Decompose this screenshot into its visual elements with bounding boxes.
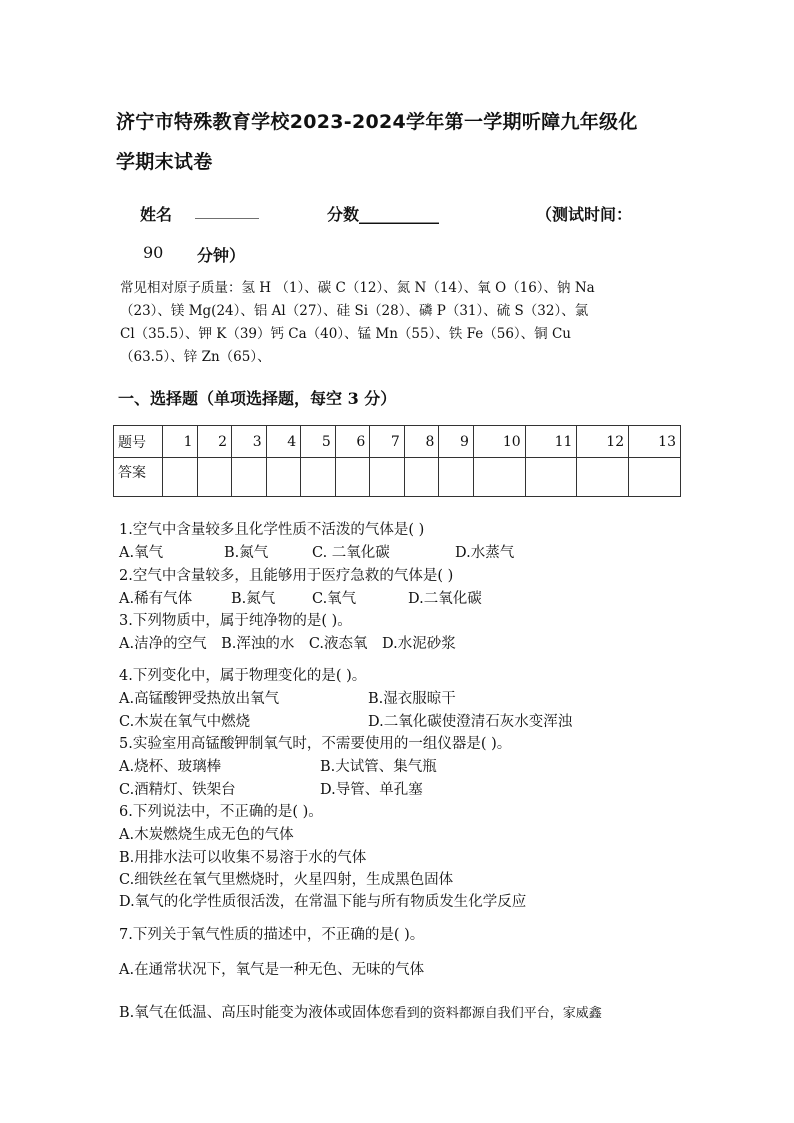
q6-option-a: A.木炭燃烧生成无色的气体 — [119, 827, 294, 843]
answer-cell[interactable] — [197, 458, 232, 497]
question-number: 12 — [577, 426, 629, 458]
answer-table — [113, 425, 681, 497]
score-label: 分数__________ — [327, 205, 440, 224]
answer-cell[interactable] — [473, 458, 525, 497]
q4-option-a: A.高锰酸钾受热放出氧气 — [119, 691, 280, 707]
q4-option-d: D.二氧化碳使澄清石灰水变浑浊 — [368, 714, 573, 730]
question-4: 4.下列变化中，属于物理变化的是( )。 — [119, 668, 367, 684]
name-label: 姓名 — [140, 205, 173, 224]
time-label: （测试时间： — [536, 205, 633, 224]
table-header-label: 题号 — [114, 426, 163, 458]
question-5: 5.实验室用高锰酸钾制氧气时，不需要使用的一组仪器是( )。 — [119, 736, 512, 752]
question-number: 1 — [163, 426, 198, 458]
q1-option-a: A.氧气 — [119, 545, 164, 561]
q1-option-b: B.氮气 — [224, 545, 269, 561]
q7-option-a: A.在通常状况下，氧气是一种无色、无味的气体 — [119, 962, 425, 978]
q7-option-b: B.氧气在低温、高压时能变为液体或固体 — [119, 1005, 381, 1021]
time-value: 90 — [143, 243, 164, 262]
q4-option-c: C.木炭在氧气中燃烧 — [119, 714, 251, 730]
question-2: 2.空气中含量较多，且能够用于医疗急救的气体是( ) — [119, 568, 454, 584]
q5-option-d: D.导管、单孔塞 — [320, 782, 423, 798]
q2-option-d: D.二氧化碳 — [408, 591, 482, 607]
table-row-numbers — [114, 426, 681, 458]
answer-cell[interactable] — [232, 458, 267, 497]
answer-cell[interactable] — [266, 458, 301, 497]
question-6: 6.下列说法中，不正确的是( )。 — [119, 804, 323, 820]
q7-option-b-line — [119, 1001, 602, 1022]
question-3: 3.下列物质中，属于纯净物的是( )。 — [119, 613, 352, 629]
question-1: 1.空气中含量较多且化学性质不活泼的气体是( ) — [119, 522, 425, 538]
table-row-answers — [114, 458, 681, 497]
question-number: 4 — [266, 426, 301, 458]
question-7: 7.下列关于氧气性质的描述中，不正确的是( )。 — [119, 927, 425, 943]
q3-options: A.洁净的空气 B.浑浊的水 C.液态氧 D.水泥砂浆 — [119, 636, 456, 652]
answer-cell[interactable] — [404, 458, 439, 497]
answer-cell[interactable] — [525, 458, 577, 497]
q1-option-d: D.水蒸气 — [455, 545, 515, 561]
name-blank: ________ — [195, 200, 259, 219]
q5-option-c: C.酒精灯、铁架台 — [119, 782, 236, 798]
q6-option-c: C.细铁丝在氧气里燃烧时，火星四射，生成黑色固体 — [119, 872, 454, 888]
atomic-mass-line2: （23）、镁 Mg(24）、铝 Al（27）、硅 Si（28）、磷 P（31）、硫 S（32）、氯 — [120, 303, 589, 319]
q2-option-a: A.稀有气体 — [119, 591, 193, 607]
q1-option-c: C. 二氧化碳 — [312, 545, 390, 561]
answer-cell[interactable] — [439, 458, 474, 497]
answer-cell[interactable] — [163, 458, 198, 497]
page-title-line2: 学期末试卷 — [116, 151, 213, 173]
table-answer-label: 答案 — [114, 458, 163, 497]
question-number: 5 — [301, 426, 336, 458]
q2-option-c: C.氧气 — [312, 591, 357, 607]
q6-option-b: B.用排水法可以收集不易溶于水的气体 — [119, 850, 367, 866]
question-number: 11 — [525, 426, 577, 458]
page-title-line1: 济宁市特殊教育学校2023-2024学年第一学期听障九年级化 — [116, 111, 638, 133]
question-number: 8 — [404, 426, 439, 458]
question-number: 2 — [197, 426, 232, 458]
q5-option-b: B.大试管、集气瓶 — [320, 759, 437, 775]
question-number: 9 — [439, 426, 474, 458]
atomic-mass-line4: （63.5）、锌 Zn（65）、 — [120, 349, 271, 365]
question-number: 6 — [335, 426, 370, 458]
answer-cell[interactable] — [629, 458, 681, 497]
answer-cell[interactable] — [301, 458, 336, 497]
section-heading: 一、选择题（单项选择题，每空 3 分） — [118, 389, 397, 408]
atomic-mass-line3: Cl（35.5）、钾 K（39）钙 Ca（40）、锰 Mn（55）、铁 Fe（56）、铜 Cu — [120, 326, 571, 342]
atomic-mass-line1: 常见相对原子质量：氢 H （1）、碳 C（12）、氮 N（14）、氧 O（16）、钠 Na — [120, 280, 595, 296]
q4-option-b: B.湿衣服晾干 — [368, 691, 456, 707]
answer-cell[interactable] — [335, 458, 370, 497]
q2-option-b: B.氮气 — [231, 591, 276, 607]
answer-cell[interactable] — [577, 458, 629, 497]
q5-option-a: A.烧杯、玻璃棒 — [119, 759, 222, 775]
question-number: 13 — [629, 426, 681, 458]
question-number: 3 — [232, 426, 267, 458]
question-number: 7 — [370, 426, 405, 458]
question-number: 10 — [473, 426, 525, 458]
time-unit: 分钟） — [197, 246, 246, 265]
q6-option-d: D.氧气的化学性质很活泼，在常温下能与所有物质发生化学反应 — [119, 894, 527, 910]
answer-cell[interactable] — [370, 458, 405, 497]
watermark-text: 您看到的资料都源自我们平台，家威鑫 — [380, 1006, 602, 1021]
